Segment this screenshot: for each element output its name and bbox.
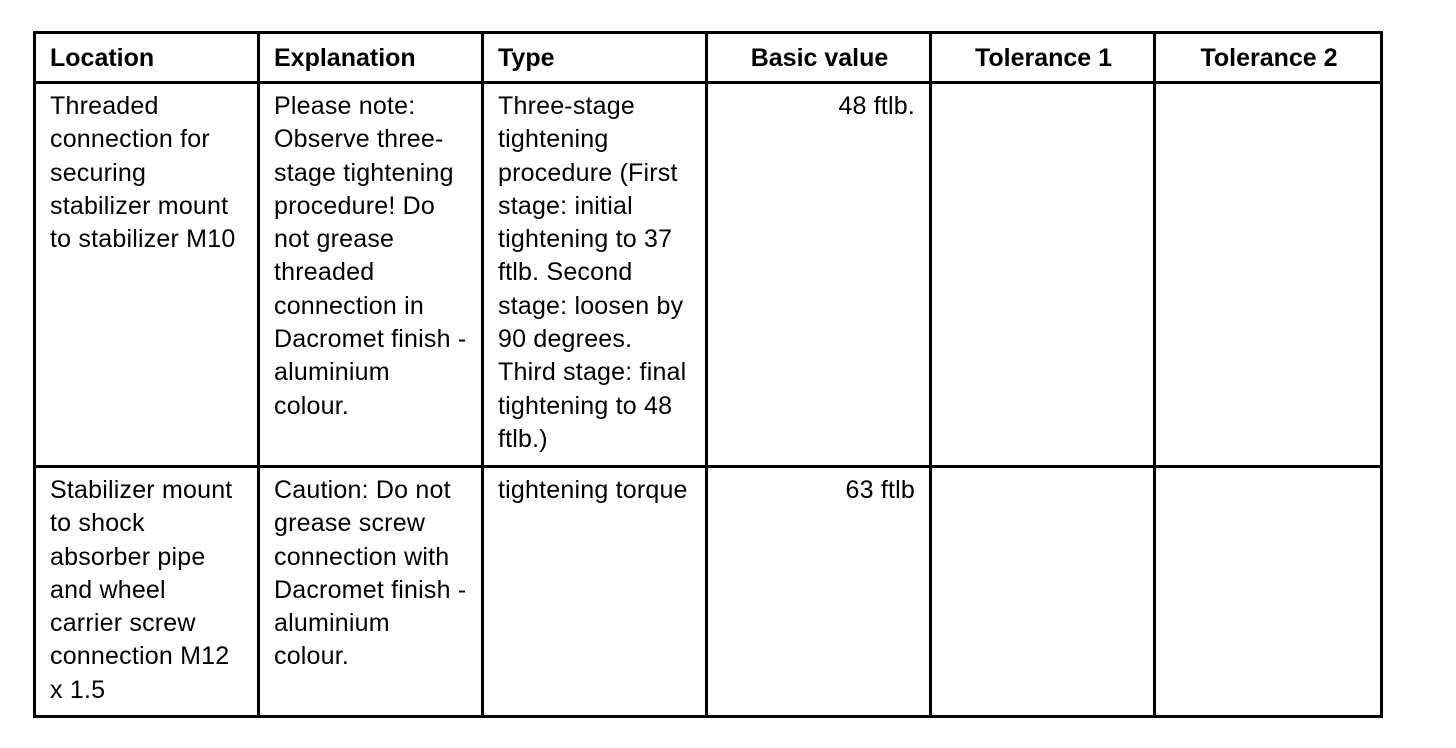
- cell-location: Stabilizer mount to shock absorber pipe and wheel carrier screw connection M12 x 1.5: [35, 467, 259, 717]
- header-type: Type: [483, 33, 707, 83]
- header-tolerance-1: Tolerance 1: [931, 33, 1155, 83]
- cell-basic-value: 48 ftlb.: [707, 83, 931, 467]
- cell-type: Three-stage tightening procedure (First stage: initial tightening to 37 ftlb. Second stage: loosen by 90 degrees. Third stage: final tightening to 48 ftlb.): [483, 83, 707, 467]
- table-row: [35, 83, 1382, 467]
- cell-tolerance-2: [1155, 467, 1382, 717]
- header-location: Location: [35, 33, 259, 83]
- header-explanation: Explanation: [259, 33, 483, 83]
- header-tolerance-2: Tolerance 2: [1155, 33, 1382, 83]
- cell-explanation: Caution: Do not grease screw connection with Dacromet finish - aluminium colour.: [259, 467, 483, 717]
- header-basic-value: Basic value: [707, 33, 931, 83]
- table-header-row: [35, 33, 1382, 83]
- cell-basic-value: 63 ftlb: [707, 467, 931, 717]
- cell-tolerance-1: [931, 467, 1155, 717]
- torque-spec-table: [33, 31, 1383, 718]
- cell-explanation: Please note: Observe three-stage tightening procedure! Do not grease threaded connection in Dacromet finish - aluminium colour.: [259, 83, 483, 467]
- cell-tolerance-1: [931, 83, 1155, 467]
- cell-location: Threaded connection for securing stabilizer mount to stabilizer M10: [35, 83, 259, 467]
- cell-tolerance-2: [1155, 83, 1382, 467]
- table-row: [35, 467, 1382, 717]
- cell-type: tightening torque: [483, 467, 707, 717]
